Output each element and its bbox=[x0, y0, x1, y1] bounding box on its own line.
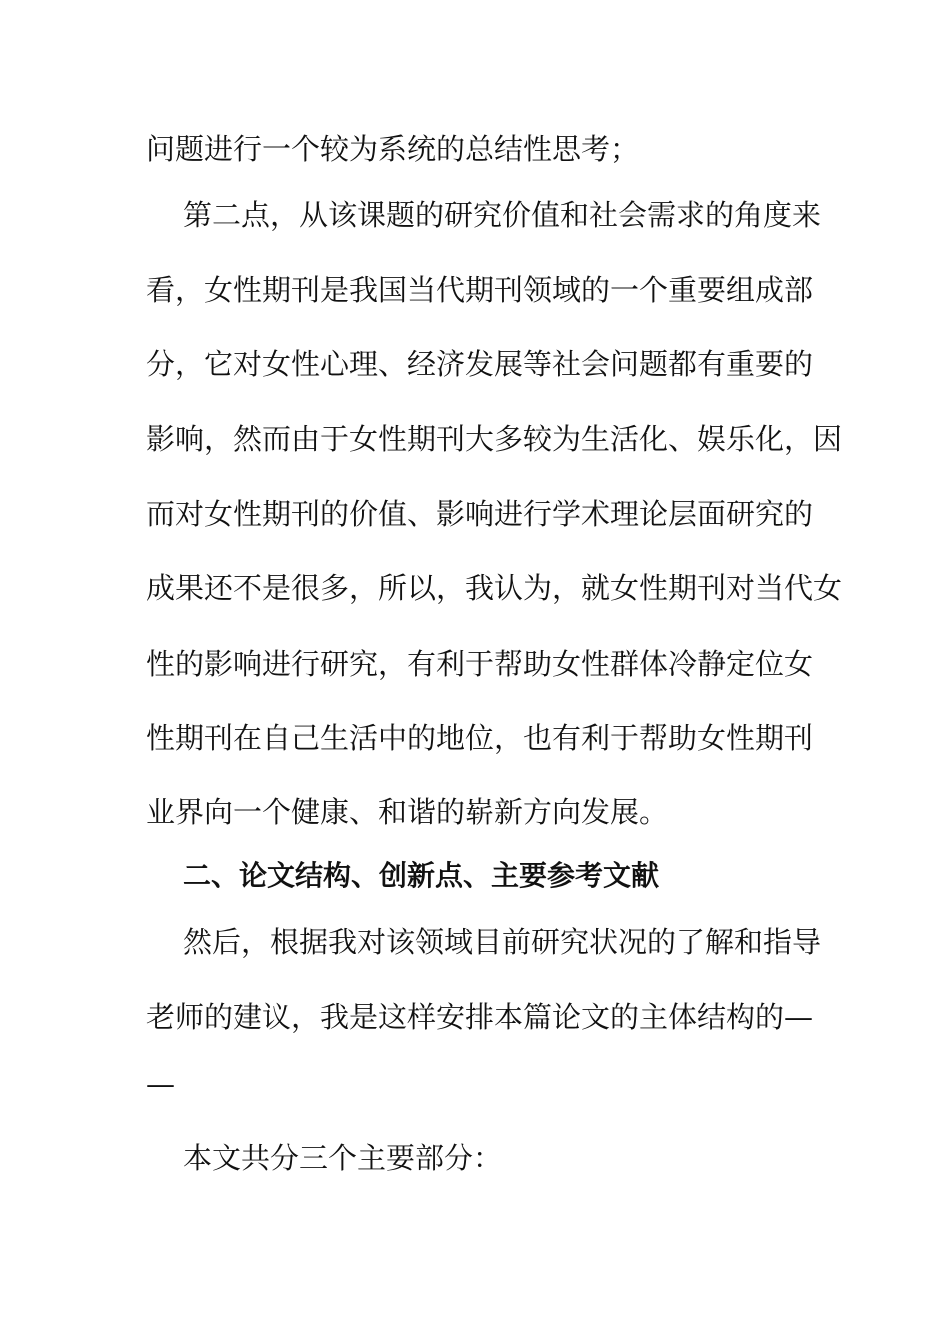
paragraph-line: 本文共分三个主要部分： bbox=[183, 1141, 503, 1175]
paragraph-line: 分，它对女性心理、经济发展等社会问题都有重要的 bbox=[146, 347, 814, 381]
section-heading: 二、论文结构、创新点、主要参考文献 bbox=[183, 859, 660, 892]
paragraph-line: — bbox=[146, 1067, 175, 1101]
paragraph-line: 影响，然而由于女性期刊大多较为生活化、娱乐化，因 bbox=[146, 422, 843, 456]
paragraph-line: 而对女性期刊的价值、影响进行学术理论层面研究的 bbox=[146, 497, 814, 531]
paragraph-line: 第二点，从该课题的研究价值和社会需求的角度来 bbox=[183, 198, 822, 232]
paragraph-line: 老师的建议，我是这样安排本篇论文的主体结构的— bbox=[146, 1000, 814, 1034]
paragraph-line: 性期刊在自己生活中的地位，也有利于帮助女性期刊 bbox=[146, 721, 814, 755]
paragraph-line: 看，女性期刊是我国当代期刊领域的一个重要组成部 bbox=[146, 273, 814, 307]
paragraph-line: 成果还不是很多，所以，我认为，就女性期刊对当代女 bbox=[146, 571, 843, 605]
paragraph-line: 性的影响进行研究，有利于帮助女性群体冷静定位女 bbox=[146, 647, 814, 681]
paragraph-line: 然后，根据我对该领域目前研究状况的了解和指导 bbox=[183, 925, 822, 959]
paragraph-line: 问题进行一个较为系统的总结性思考； bbox=[146, 132, 640, 166]
paragraph-line: 业界向一个健康、和谐的崭新方向发展。 bbox=[146, 795, 669, 829]
